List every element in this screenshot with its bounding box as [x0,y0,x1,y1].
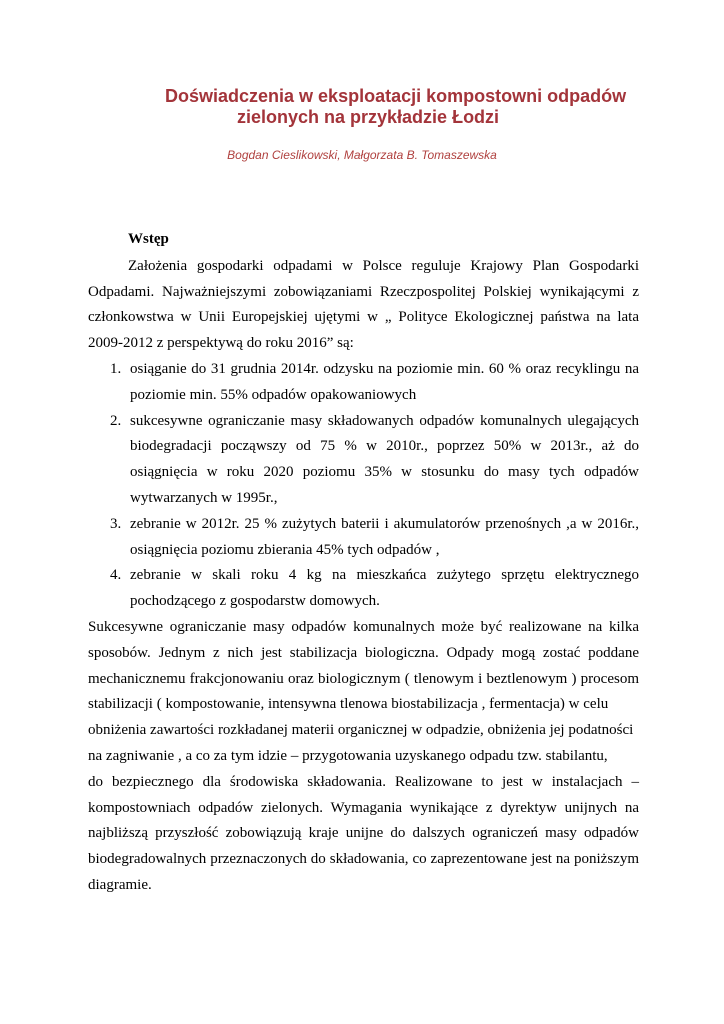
list-item [88,512,639,564]
body-paragraph-2: do bezpiecznego dla środowiska składowania. Realizowane to jest w instalacjach – kompostowniach odpadów zielonych. Wymagania wynikające z dyrektyw unijnych na najbliższą przyszłość zobowiązują kraje unijne do dalszych ograniczeń masy odpadów biodegradowalnych przeznaczonych do składowania, co zaprezentowane jest na poniższym diagramie. [88,773,639,893]
list-item-number: 4. [110,567,122,584]
list-item-text: sukcesywne ograniczanie masy składowanych odpadów komunalnych ulegających biodegradacji począwszy od 75 % w 2010r., poprzez 50% w 2013r., aż do osiągnięcia w roku 2020 poziomu 35% w stosunku do masy tych odpadów wytwarzanych w 1995r., [130,412,639,506]
authors-line: Bogdan Cieslikowski, Małgorzata B. Tomaszewska [227,148,497,162]
list-item-text: zebranie w skali roku 4 kg na mieszkańca zużytego sprzętu elektrycznego pochodzącego z gospodarstw domowych. [130,567,639,610]
list-item-text: zebranie w 2012r. 25 % zużytych baterii i akumulatorów przenośnych ,a w 2016r., osiągnięcia poziomu zbierania 45% tych odpadów , [130,515,639,558]
list-item [88,563,639,615]
body-line-a: obniżenia zawartości rozkładanej materii organicznej w odpadzie, obniżenia jej podatności [88,722,634,739]
document-body [88,227,639,899]
body-paragraph-1: Sukcesywne ograniczanie masy odpadów komunalnych może być realizowane na kilka sposobów. Jednym z nich jest stabilizacja biologiczna. Odpady mogą zostać poddane mechanicznemu frakcjonowaniu oraz biologicznym ( tlenowym i beztlenowym ) procesom stabilizacji ( kompostowanie, intensywna tlenowa biostabilizacja , fermentacja) w celu [88,618,639,713]
section-heading: Wstęp [128,231,169,247]
list-item-number: 1. [110,360,122,377]
title-line-1: Doświadczenia w eksploatacji kompostowni odpadów [165,86,627,106]
obligations-list [88,357,639,615]
list-item-text: osiąganie do 31 grudnia 2014r. odzysku na poziomie min. 60 % oraz recyklingu na poziomie min. 55% odpadów opakowaniowych [130,360,639,403]
list-item [88,357,639,409]
list-item [88,409,639,512]
document-title [120,86,660,128]
body-line-b: na zagniwanie , a co za tym idzie – przygotowania uzyskanego odpadu tzw. stabilantu, [88,747,608,764]
intro-paragraph: Założenia gospodarki odpadami w Polsce reguluje Krajowy Plan Gospodarki Odpadami. Najważniejszymi zobowiązaniami Rzeczpospolitej Polskiej wynikającymi z członkowstwa w Unii Europejskiej ujętymi w „ Polityce Ekologicznej państwa na lata 2009-2012 z perspektywą do roku 2016” są: [88,257,639,352]
list-item-number: 2. [110,412,122,429]
list-item-number: 3. [110,515,122,532]
title-line-2: zielonych na przykładzie Łodzi [237,107,500,127]
